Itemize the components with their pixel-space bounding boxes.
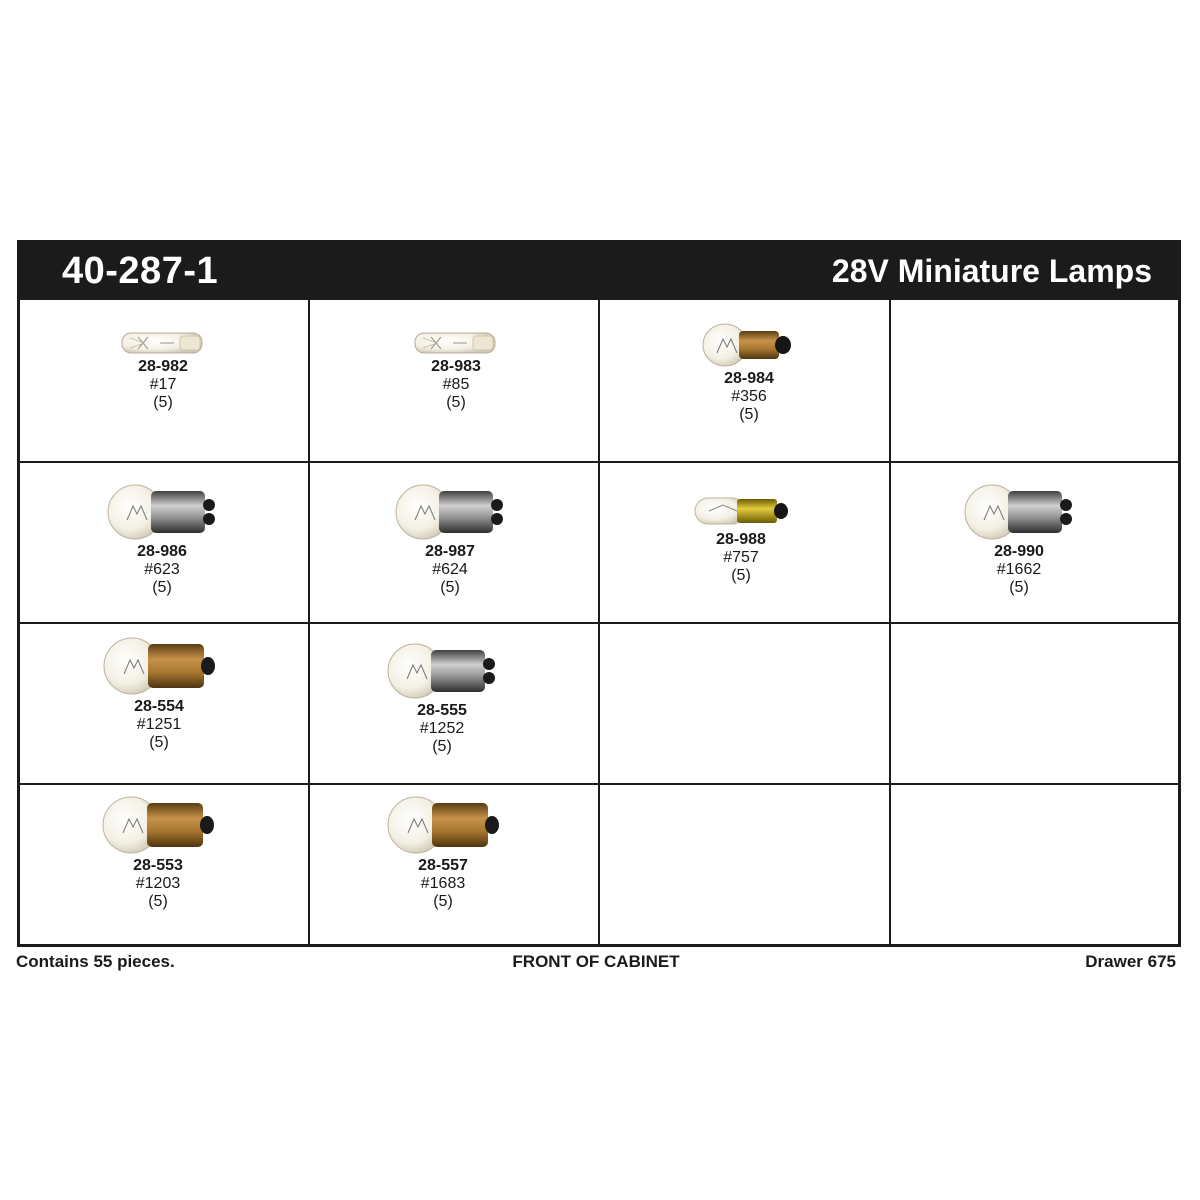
card-header bbox=[20, 243, 1178, 300]
lamp-part-code: 28-555 bbox=[417, 702, 467, 719]
compartment bbox=[310, 300, 600, 463]
lamp-trade-number: #1662 bbox=[996, 561, 1042, 578]
lamp-quantity: (5) bbox=[1009, 579, 1029, 596]
compartment bbox=[310, 463, 600, 624]
lamp-part-code: 28-557 bbox=[418, 857, 468, 874]
lamp-item bbox=[68, 793, 248, 911]
lamp-trade-number: #1252 bbox=[419, 720, 465, 737]
compartment bbox=[20, 624, 310, 785]
compartment bbox=[310, 785, 600, 944]
small-bayonet-bulb-icon bbox=[659, 320, 839, 370]
lamp-quantity: (5) bbox=[149, 734, 169, 751]
compartment bbox=[891, 624, 1178, 785]
lamp-part-code: 28-982 bbox=[138, 358, 188, 375]
lamp-trade-number: #624 bbox=[432, 561, 468, 578]
compartment bbox=[310, 624, 600, 785]
compartment-grid bbox=[20, 300, 1178, 944]
lamp-item bbox=[73, 328, 253, 412]
lamp-item bbox=[366, 328, 546, 412]
double-contact-bulb-icon bbox=[72, 481, 252, 543]
compartment bbox=[891, 785, 1178, 944]
double-contact-bulb-icon bbox=[929, 481, 1109, 543]
part-number: 40-287-1 bbox=[62, 250, 219, 292]
double-contact-bulb-icon bbox=[352, 640, 532, 702]
lamp-part-code: 28-554 bbox=[134, 698, 184, 715]
card-footer bbox=[16, 952, 1176, 974]
lamp-trade-number: #356 bbox=[731, 388, 767, 405]
lamp-trade-number: #1683 bbox=[420, 875, 466, 892]
compartment bbox=[600, 300, 891, 463]
lamp-item bbox=[659, 320, 839, 424]
lamp-item bbox=[651, 491, 831, 585]
brass-bayonet-bulb-icon bbox=[68, 793, 248, 857]
lamp-trade-number: #85 bbox=[442, 376, 470, 393]
lamp-quantity: (5) bbox=[739, 406, 759, 423]
brass-bayonet-bulb-icon bbox=[69, 634, 249, 698]
card-title: 28V Miniature Lamps bbox=[831, 253, 1152, 289]
compartment bbox=[891, 300, 1178, 463]
lamp-trade-number: #623 bbox=[144, 561, 180, 578]
lamp-part-code: 28-987 bbox=[425, 543, 475, 560]
compartment bbox=[20, 300, 310, 463]
lamp-quantity: (5) bbox=[440, 579, 460, 596]
lamp-item bbox=[360, 481, 540, 597]
lamp-item bbox=[929, 481, 1109, 597]
lamp-trade-number: #1203 bbox=[135, 875, 181, 892]
compartment bbox=[600, 785, 891, 944]
lamp-trade-number: #757 bbox=[723, 549, 759, 566]
lamp-part-code: 28-988 bbox=[716, 531, 766, 548]
lamp-quantity: (5) bbox=[153, 394, 173, 411]
lamp-quantity: (5) bbox=[432, 738, 452, 755]
lamp-part-code: 28-983 bbox=[431, 358, 481, 375]
lamp-quantity: (5) bbox=[148, 893, 168, 910]
lamp-item bbox=[353, 793, 533, 911]
lamp-part-code: 28-553 bbox=[133, 857, 183, 874]
lamp-part-code: 28-990 bbox=[994, 543, 1044, 560]
lamp-part-code: 28-984 bbox=[724, 370, 774, 387]
assortment-card bbox=[17, 240, 1181, 947]
compartment bbox=[20, 785, 310, 944]
compartment bbox=[600, 624, 891, 785]
double-contact-bulb-icon bbox=[360, 481, 540, 543]
compartment bbox=[600, 463, 891, 624]
compartment bbox=[891, 463, 1178, 624]
lamp-part-code: 28-986 bbox=[137, 543, 187, 560]
lamp-trade-number: #17 bbox=[149, 376, 177, 393]
lamp-quantity: (5) bbox=[433, 893, 453, 910]
piece-count: Contains 55 pieces. bbox=[16, 952, 175, 971]
lamp-item bbox=[69, 634, 249, 752]
wedge-bulb-icon bbox=[366, 328, 546, 358]
lamp-trade-number: #1251 bbox=[136, 716, 182, 733]
lamp-quantity: (5) bbox=[731, 567, 751, 584]
compartment bbox=[20, 463, 310, 624]
front-of-cabinet-label: FRONT OF CABINET bbox=[512, 952, 680, 971]
drawer-number: Drawer 675 bbox=[1085, 952, 1176, 971]
lamp-quantity: (5) bbox=[152, 579, 172, 596]
brass-bayonet-bulb-icon bbox=[353, 793, 533, 857]
lamp-quantity: (5) bbox=[446, 394, 466, 411]
lamp-item bbox=[72, 481, 252, 597]
lamp-item bbox=[352, 640, 532, 756]
midget-bulb-icon bbox=[651, 491, 831, 531]
wedge-bulb-icon bbox=[73, 328, 253, 358]
